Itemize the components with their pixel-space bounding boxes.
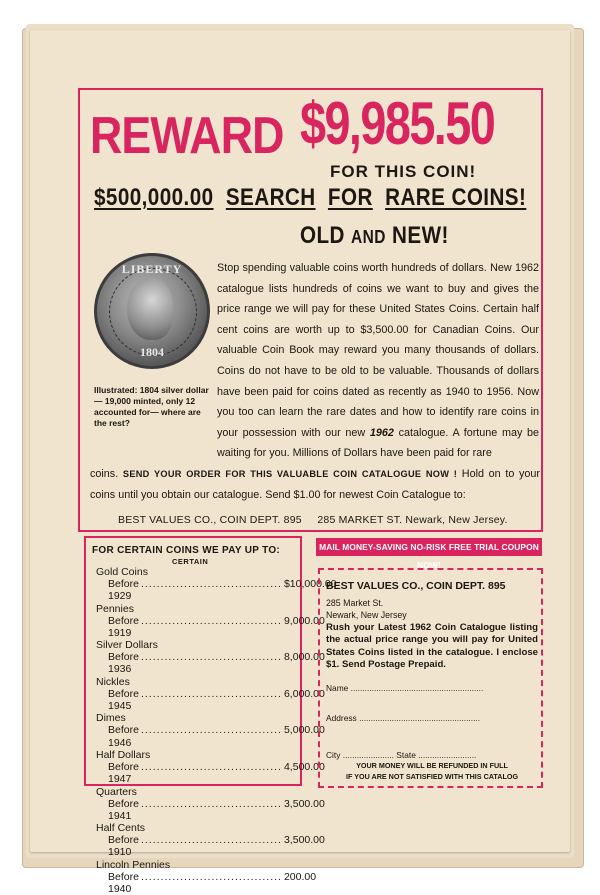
price-before: Before 1919: [108, 614, 139, 639]
coin-year: 1804: [140, 345, 164, 359]
price-value: $10,000.00: [283, 578, 337, 590]
price-leader-dots: ....................................: [140, 834, 282, 847]
body-part-1: Stop spending valuable coins worth hundreds of dollars. New 1962 catalogue lists hundreds of coins we want to buy and gives the price range we will pay for these United States Coins. Certain half cent coins are worth up to $3,500.00 for Canadian Coins. Our valuable Coin Book may reward you many thousands of dollars. Coins do not have to be old to be valuable. Thousands of dollars have been paid for coins dated as recently as 1940 to 1956. Now you too can learn the rare dates and how to identify rare coins in your possession with our new: [217, 262, 539, 439]
price-value: 6,000.00: [283, 687, 325, 700]
price-list-subheading: CERTAIN: [172, 557, 209, 566]
price-leader-dots: ....................................: [140, 614, 282, 627]
price-value: 3,500.00: [283, 834, 325, 847]
liberty-bust-icon: [127, 278, 173, 340]
price-before: Before 1947: [108, 760, 139, 786]
city-dots: ......................: [342, 750, 394, 760]
price-value: 5,000.00: [283, 724, 325, 737]
coin-caption: Illustrated: 1804 silver dollar — 19,000 minted, only 12 accounted for— where are the rest?: [94, 385, 209, 428]
price-before: Before 1936: [108, 651, 139, 676]
price-category: Dimes: [96, 712, 126, 725]
price-category: Pennies: [96, 602, 134, 615]
price-row: [96, 578, 337, 603]
city-label: City: [326, 750, 341, 760]
body-copy-wide: [90, 464, 540, 505]
price-before: Before 1946: [108, 724, 139, 749]
old-word: OLD: [300, 222, 345, 249]
send-order-callout: SEND YOUR ORDER FOR THIS VALUABLE COIN CATALOGUE NOW !: [122, 469, 458, 479]
price-before: Before 1929: [108, 578, 139, 603]
price-row: [96, 797, 325, 823]
price-row: [96, 834, 325, 859]
coupon-address: [326, 597, 538, 621]
price-before: Before 1941: [108, 797, 139, 822]
body-year: 1962: [369, 426, 394, 439]
price-category: Gold Coins: [96, 566, 148, 578]
address-label: Address: [326, 713, 357, 723]
price-value: 9,000.00: [283, 614, 325, 627]
and-word: AND: [351, 227, 386, 247]
price-leader-dots: ....................................: [140, 797, 282, 810]
refund-line-1: YOUR MONEY WILL BE REFUNDED IN FULL: [356, 761, 508, 770]
body-part-2: catalogue. A fortune may be waiting for you. Millions of Dollars have been paid for rare: [217, 426, 540, 460]
price-leader-dots: ....................................: [140, 724, 282, 737]
body-wide-end: Hold on to your coins until you obtain our catalogue. Send $1.00 for newest Coin Catalogue to:: [90, 468, 541, 501]
price-value: 200.00: [283, 870, 317, 883]
price-row: [96, 760, 325, 786]
price-row: [96, 687, 325, 713]
price-category: Half Dollars: [96, 748, 151, 761]
price-row: [96, 870, 317, 895]
price-value: 4,500.00: [283, 760, 325, 773]
refund-guarantee: [326, 760, 538, 782]
new-word: NEW!: [392, 222, 449, 249]
state-dots: .........................: [418, 750, 477, 760]
price-list-heading: FOR CERTAIN COINS WE PAY UP TO:: [92, 545, 281, 556]
coupon-name-field[interactable]: [326, 683, 536, 693]
search-word: SEARCH: [225, 184, 316, 211]
coupon-city: Newark, New Jersey: [326, 610, 407, 620]
refund-line-2: IF YOU ARE NOT SATISFIED WITH THIS CATALOG: [345, 772, 519, 781]
price-leader-dots: ....................................: [140, 578, 282, 590]
for-this-coin: FOR THIS COIN!: [330, 162, 477, 181]
price-category: Lincoln Pennies: [96, 858, 171, 871]
silver-dollar-coin-image: [94, 253, 210, 369]
price-leader-dots: ....................................: [140, 870, 282, 883]
price-category: Silver Dollars: [96, 639, 158, 652]
reward-heading: REWARD: [90, 107, 284, 165]
body-copy: [217, 258, 539, 464]
price-before: Before 1940: [108, 870, 139, 895]
price-leader-dots: ....................................: [140, 687, 282, 700]
price-before: Before 1910: [108, 834, 139, 859]
state-label: State: [396, 750, 416, 760]
price-row: [96, 724, 325, 749]
price-value: 3,500.00: [283, 797, 325, 810]
coupon-street: 285 Market St.: [326, 598, 384, 608]
old-and-new: [300, 222, 449, 250]
address-dots: ....................................................: [359, 713, 481, 723]
rare-coins-word: RARE COINS!: [385, 184, 527, 211]
coupon-title: BEST VALUES CO., COIN DEPT. 895: [326, 580, 506, 592]
price-row: [96, 614, 325, 640]
search-headline: [94, 184, 526, 212]
company-address: BEST VALUES CO., COIN DEPT. 895 285 MARKET ST. Newark, New Jersey.: [118, 514, 508, 526]
coin-legend: LIBERTY: [121, 262, 183, 276]
reward-amount: $9,985.50: [300, 90, 495, 157]
price-row: [96, 651, 325, 676]
coupon-address-field[interactable]: [326, 713, 536, 723]
coupon-banner: MAIL MONEY-SAVING NO-RISK FREE TRIAL COUPON NOW!: [316, 538, 542, 556]
price-leader-dots: ....................................: [140, 760, 282, 773]
price-category: Quarters: [96, 785, 137, 798]
coupon-city-state-field[interactable]: [326, 750, 536, 760]
name-label: Name: [326, 683, 349, 693]
price-category: Half Cents: [96, 822, 146, 835]
name-dots: .........................................................: [350, 683, 484, 693]
price-leader-dots: ....................................: [140, 651, 282, 664]
for-word: FOR: [327, 184, 373, 211]
search-amount: $500,000.00: [94, 184, 214, 211]
body-wide-start: coins.: [90, 468, 119, 480]
price-before: Before 1945: [108, 687, 139, 713]
price-value: 8,000.00: [283, 651, 325, 664]
coupon-body: Rush your Latest 1962 Coin Catalogue listing the actual price range you will pay for United States Coins listed in the catalogue. I enclose $1. Send Postage Prepaid.: [326, 622, 538, 671]
price-category: Nickles: [96, 675, 130, 688]
